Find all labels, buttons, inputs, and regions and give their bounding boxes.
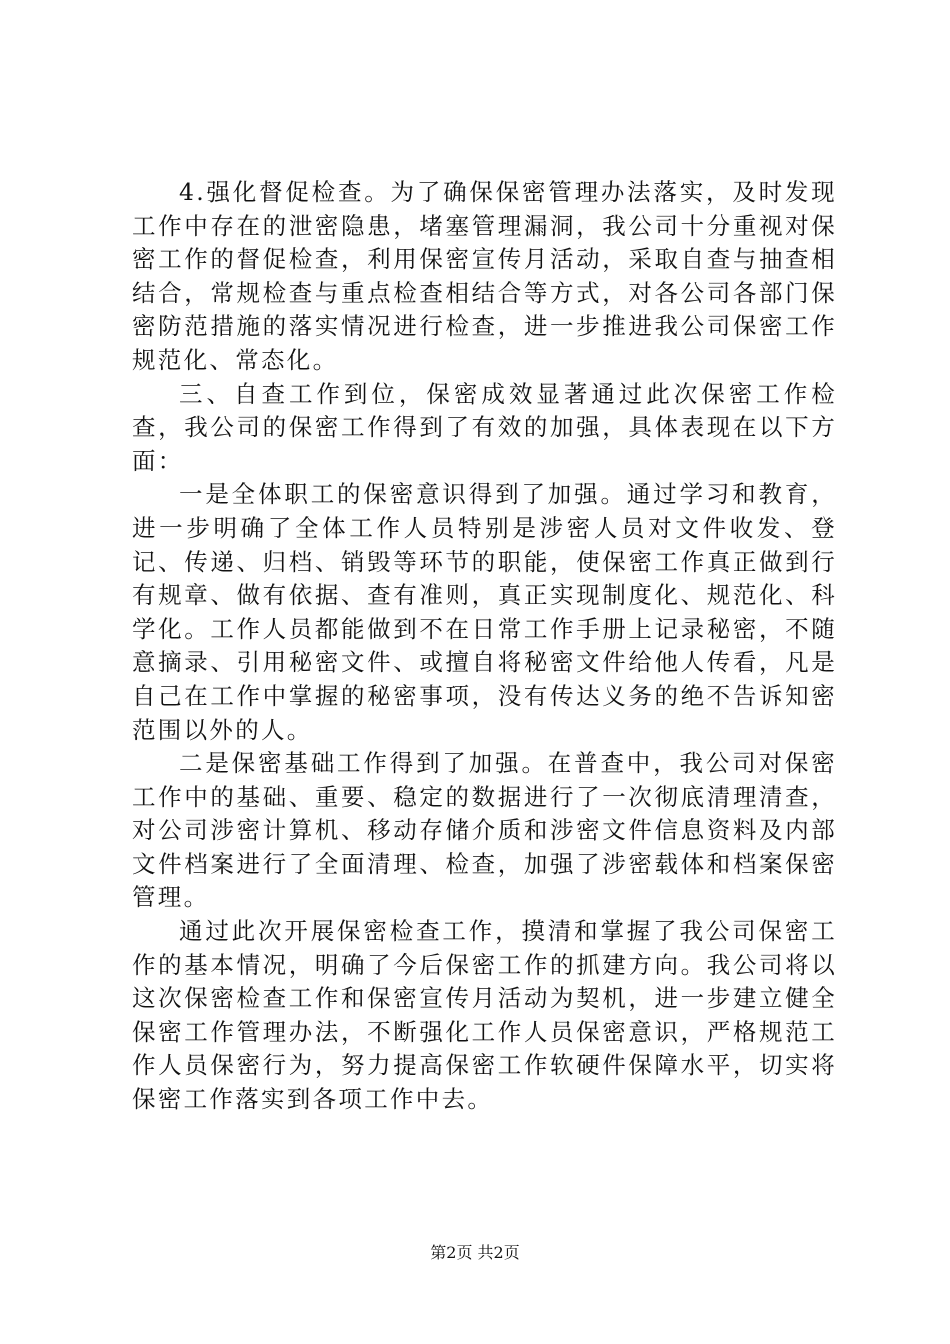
- paragraph-awareness-strengthened: 一是全体职工的保密意识得到了加强。通过学习和教育，进一步明确了全体工作人员特别是涉密人员对文件收发、登记、传递、归档、销毁等环节的职能，使保密工作真正做到行有规章、做有依据、查有准则，真正实现制度化、规范化、科学化。工作人员都能做到不在日常工作手册上记录秘密，不随意摘录、引用秘密文件、或擅自将秘密文件给他人传看，凡是自己在工作中掌握的秘密事项，没有传达义务的绝不告诉知密范围以外的人。: [132, 480, 837, 744]
- paragraph-self-check-results: 三、自查工作到位，保密成效显著通过此次保密工作检查，我公司的保密工作得到了有效的加强，具体表现在以下方面：: [132, 379, 837, 475]
- page-number-footer: 第2页 共2页: [430, 1243, 520, 1262]
- paragraph-foundation-strengthened: 二是保密基础工作得到了加强。在普查中，我公司对保密工作中的基础、重要、稳定的数据进行了一次彻底清理清查，对公司涉密计算机、移动存储介质和涉密文件信息资料及内部文件档案进行了全面清理、检查，加强了涉密载体和档案保密管理。: [132, 749, 837, 912]
- document-body: [132, 176, 837, 1117]
- paragraph-conclusion: 通过此次开展保密检查工作，摸清和掌握了我公司保密工作的基本情况，明确了今后保密工作的抓建方向。我公司将以这次保密检查工作和保密宣传月活动为契机，进一步建立健全保密工作管理办法，不断强化工作人员保密意识，严格规范工作人员保密行为，努力提高保密工作软硬件保障水平，切实将保密工作落实到各项工作中去。: [132, 917, 837, 1114]
- paragraph-strengthen-inspection: 4.强化督促检查。为了确保保密管理办法落实，及时发现工作中存在的泄密隐患，堵塞管理漏洞，我公司十分重视对保密工作的督促检查，利用保密宣传月活动，采取自查与抽查相结合，常规检查与重点检查相结合等方式，对各公司各部门保密防范措施的落实情况进行检查，进一步推进我公司保密工作规范化、常态化。: [132, 178, 837, 374]
